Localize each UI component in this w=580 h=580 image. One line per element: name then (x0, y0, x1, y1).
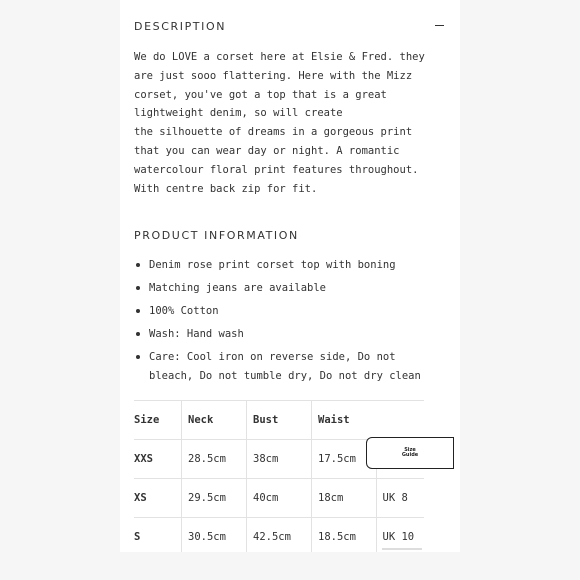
description-line: that you can wear day or night. A romantic (134, 144, 400, 157)
description-line: With centre back zip for fit. (134, 182, 318, 195)
list-item: Denim rose print corset top with boning (134, 256, 444, 275)
description-heading: DESCRIPTION (134, 20, 227, 33)
care-line: bleach, Do not tumble dry, Do not dry clean (149, 370, 421, 382)
description-line: We do LOVE a corset here at Elsie & Fred. they (134, 51, 425, 63)
description-line: lightweight denim, so will create (134, 107, 343, 120)
list-item: Wash: Hand wash (134, 325, 444, 344)
table-row (134, 479, 424, 518)
table-cell: 18cm (312, 479, 377, 518)
table-cell: XXS (134, 440, 182, 479)
table-cell: 40cm (247, 479, 312, 518)
table-cell: 29.5cm (182, 479, 247, 518)
waist-column-header: Waist (312, 401, 377, 440)
care-line: Care: Cool iron on reverse side, Do not (149, 351, 396, 363)
table-cell: 38cm (247, 440, 312, 479)
table-header-row (134, 401, 424, 440)
table-cell: 30.5cm (182, 518, 247, 553)
description-line: are just sooo flattering. Here with the Mizz (134, 69, 413, 82)
bust-column-header: Bust (247, 401, 312, 440)
table-cell: UK 8 (376, 479, 424, 518)
collapse-button[interactable] (432, 18, 446, 32)
table-cell: 18.5cm (312, 518, 377, 553)
size-column-header: Size (134, 401, 182, 440)
neck-column-header: Neck (182, 401, 247, 440)
table-cell: UK 10 (376, 518, 424, 553)
product-information-heading: PRODUCT INFORMATION (134, 229, 299, 242)
size-guide-button[interactable] (366, 437, 454, 469)
table-cell: S (134, 518, 182, 553)
size-table (134, 400, 424, 552)
product-details-panel (120, 0, 460, 552)
table-cell: XS (134, 479, 182, 518)
list-item: 100% Cotton (134, 302, 444, 321)
table-cell: 28.5cm (182, 440, 247, 479)
list-item: Matching jeans are available (134, 279, 444, 298)
product-information-list (134, 256, 444, 390)
table-cell: 17.5cm (312, 440, 377, 479)
scroll-indicator (382, 548, 422, 550)
list-item-care (134, 348, 444, 386)
minus-icon (435, 25, 444, 26)
description-header[interactable] (134, 20, 446, 33)
size-guide-label: Size Guide (401, 447, 419, 458)
description-line: watercolour floral print features throughout. (134, 163, 419, 176)
table-row (134, 518, 424, 553)
description-line: corset, you've got a top that is a great (134, 88, 387, 101)
uk-size-column-header (376, 401, 424, 440)
description-line: the silhouette of dreams in a gorgeous print (134, 126, 413, 139)
description-text (134, 48, 434, 198)
table-cell: 42.5cm (247, 518, 312, 553)
